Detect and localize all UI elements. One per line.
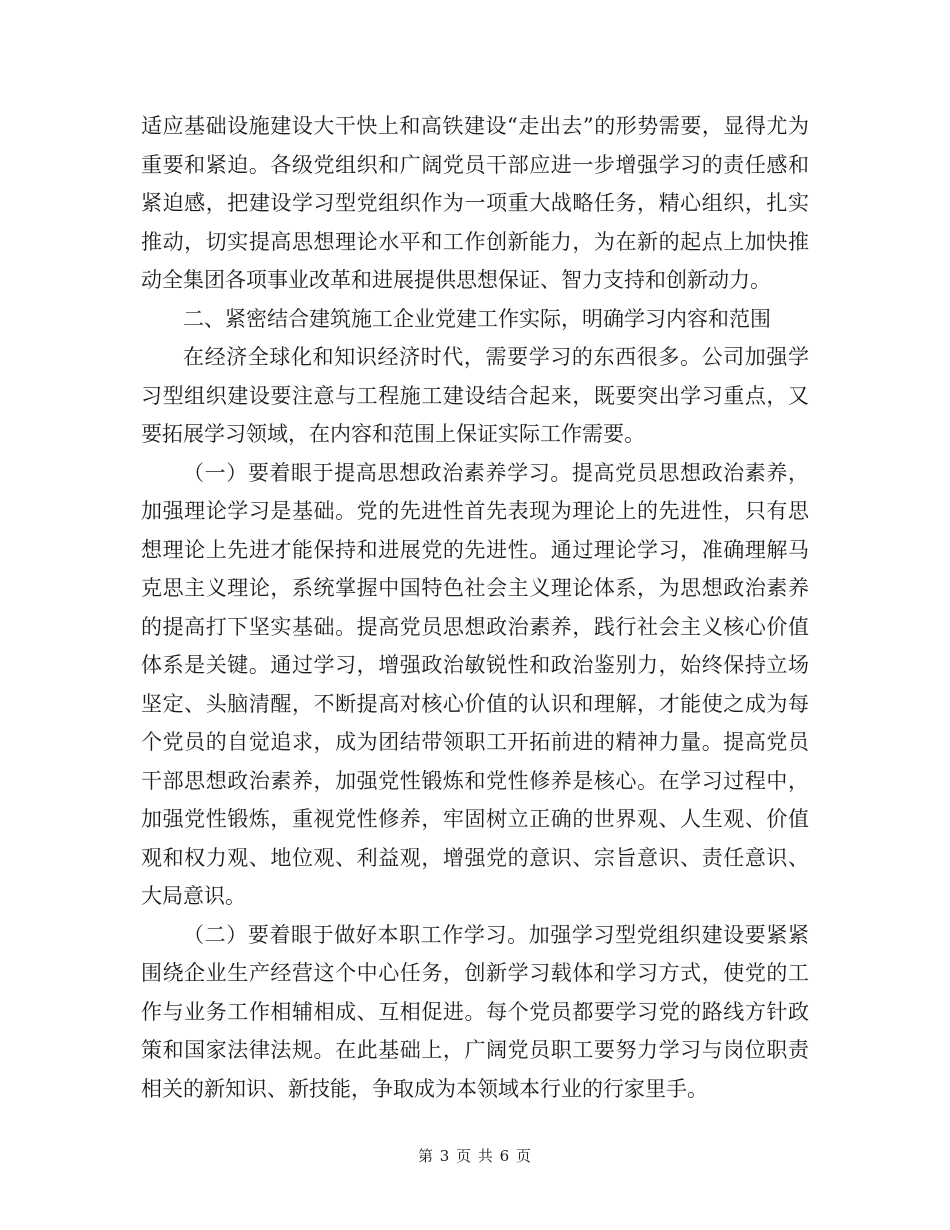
section-heading-2: 二、紧密结合建筑施工企业党建工作实际，明确学习内容和范围 [183, 306, 771, 331]
paragraph-item-2: （二）要着眼于做好本职工作学习。加强学习型党组织建设要紧紧围绕企业生产经营这个中心任务，创新学习载体和学习方式，使党的工作与业务工作相辅相成、互相促进。每个党员都要学习党的路线方针政策和国家法律法规。在此基础上，广阔党员职工要努力学习与岗位职责相关的新知识、新技能，争取成为本领域本行业的行家里手。 [141, 922, 809, 1101]
paragraph-item-1: （一）要着眼于提高思想政治素养学习。提高党员思想政治素养，加强理论学习是基础。党的先进性首先表现为理论上的先进性，只有思想理论上先进才能保持和进展党的先进性。通过理论学习，准确理解马克思主义理论，系统掌握中国特色社会主义理论体系，为思想政治素养的提高打下坚实基础。提高党员思想政治素养，践行社会主义核心价值体系是关键。通过学习，增强政治敏锐性和政治鉴别力，始终保持立场坚定、头脑清醒，不断提高对核心价值的认识和理解，才能使之成为每个党员的自觉追求，成为团结带领职工开拓前进的精神力量。提高党员干部思想政治素养，加强党性锻炼和党性修养是核心。在学习过程中，加强党性锻炼，重视党性修养，牢固树立正确的世界观、人生观、价值观和权力观、地位观、利益观，增强党的意识、宗旨意识、责任意识、大局意识。 [141, 460, 809, 908]
page-number-footer: 第 3 页 共 6 页 [418, 1147, 532, 1165]
paragraph-intro-continued: 适应基础设施建设大干快上和高铁建设“走出去”的形势需要，显得尤为重要和紧迫。各级党组织和广阔党员干部应进一步增强学习的责任感和紧迫感，把建设学习型党组织作为一项重大战略任务，精心组织，扎实推动，切实提高思想理论水平和工作创新能力，为在新的起点上加快推动全集团各项事业改革和进展提供思想保证、智力支持和创新动力。 [141, 114, 809, 292]
body-text [141, 107, 809, 1108]
paragraph-section-2-intro: 在经济全球化和知识经济时代，需要学习的东西很多。公司加强学习型组织建设要注意与工程施工建设结合起来，既要突出学习重点，又要拓展学习领域，在内容和范围上保证实际工作需要。 [141, 345, 809, 446]
